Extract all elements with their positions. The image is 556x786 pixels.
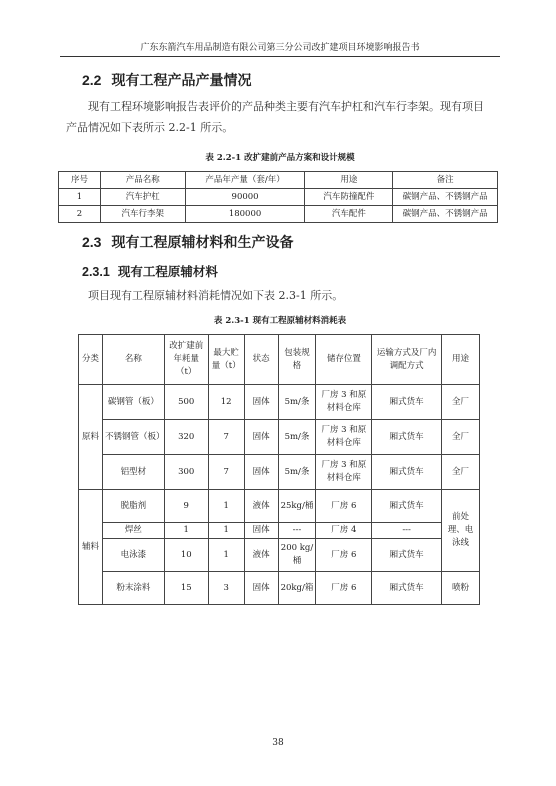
table-cell: 12 [208,385,244,420]
table-cell: 碳钢产品、不锈钢产品 [393,189,498,206]
table-cell: 汽车护杠 [100,189,185,206]
table-cell: 电泳漆 [102,539,164,572]
header-cell: 运输方式及厂内调配方式 [372,335,442,385]
table-row [79,523,480,539]
table-cell: 1 [59,189,101,206]
table-cell: --- [372,523,442,539]
table-cell: 厢式货车 [372,539,442,572]
table-cell: 喷粉 [442,572,480,605]
table-cell: 碳钢产品、不锈钢产品 [393,206,498,223]
product-table [58,171,498,223]
table-row [59,189,498,206]
table-cell: 1 [164,523,208,539]
section-number: 2.3.1 [82,265,110,279]
table-cell: 固体 [244,572,278,605]
table-row [79,385,480,420]
header-cell: 序号 [59,172,101,189]
table-cell: 5m/条 [278,455,316,490]
table-cell: 全厂 [442,455,480,490]
header-cell: 产品名称 [100,172,185,189]
table-cell: 9 [164,490,208,523]
page-header: 广东东箭汽车用品制造有限公司第三分公司改扩建项目环境影响报告书 [60,40,500,57]
merged-use-cell: 前处理、电泳线 [442,490,480,572]
table-cell: 固体 [244,420,278,455]
table-cell: 厢式货车 [372,572,442,605]
section-number: 2.2 [82,72,102,88]
table-cell: 320 [164,420,208,455]
section-heading-2-3 [82,232,293,252]
table-row [79,572,480,605]
table-cell: 汽车防撞配件 [305,189,393,206]
section-title: 现有工程产品产量情况 [111,73,252,89]
table-cell: 厢式货车 [372,455,442,490]
table-cell: 厂房 6 [316,539,372,572]
table-cell: 铝型材 [102,455,164,490]
table-cell: 15 [164,572,208,605]
paragraph-products: 现有工程环境影响报告表评价的产品种类主要有汽车护杠和汽车行李架。现有项目产品情况如下表所示 2.2-1 所示。 [66,100,484,134]
header-cell: 状态 [244,335,278,385]
table-cell: 300 [164,455,208,490]
table-cell: 全厂 [442,385,480,420]
table-cell: 7 [208,455,244,490]
table-2-3-1-caption: 表 2.3-1 现有工程原辅材料消耗表 [213,316,347,326]
table-cell: 25kg/桶 [278,490,316,523]
section-title: 现有工程原辅材料和生产设备 [111,235,294,251]
table-row [59,206,498,223]
table-cell: 碳钢管（板） [102,385,164,420]
header-cell: 分类 [79,335,103,385]
table-cell: 20kg/箱 [278,572,316,605]
table-cell: --- [278,523,316,539]
table-cell: 5m/条 [278,420,316,455]
table-cell: 固体 [244,523,278,539]
table-cell: 固体 [244,385,278,420]
header-cell: 最大贮量（t） [208,335,244,385]
materials-table [78,334,480,605]
table-header-row [59,172,498,189]
table-cell: 液体 [244,539,278,572]
table-row [79,490,480,523]
header-cell: 用途 [305,172,393,189]
table-cell: 汽车行李架 [100,206,185,223]
table-cell: 厂房 4 [316,523,372,539]
table-cell: 200 kg/桶 [278,539,316,572]
table-row [79,420,480,455]
table-2-2-1-caption: 表 2.2-1 改扩建前产品方案和设计规模 [205,153,355,163]
table-cell: 3 [208,572,244,605]
table-cell: 1 [208,539,244,572]
header-cell: 名称 [102,335,164,385]
table-cell: 厢式货车 [372,385,442,420]
section-heading-2-2 [82,70,251,90]
table-cell: 500 [164,385,208,420]
header-cell: 备注 [393,172,498,189]
table-cell: 180000 [185,206,305,223]
table-row [79,455,480,490]
table-cell: 全厂 [442,420,480,455]
table-cell: 粉末涂料 [102,572,164,605]
table-cell: 焊丝 [102,523,164,539]
header-cell: 产品年产量（套/年） [185,172,305,189]
table-cell: 脱脂剂 [102,490,164,523]
table-cell: 10 [164,539,208,572]
paragraph-materials: 项目现有工程原辅材料消耗情况如下表 2.3-1 所示。 [88,289,344,302]
table-cell: 厂房 6 [316,572,372,605]
table-cell: 5m/条 [278,385,316,420]
header-cell: 改扩建前年耗量（t） [164,335,208,385]
table-cell: 厂房 6 [316,490,372,523]
table-cell: 汽车配件 [305,206,393,223]
table-cell: 厂房 3 和原材料仓库 [316,455,372,490]
section-title: 现有工程原辅材料 [117,264,218,279]
header-cell: 包装规格 [278,335,316,385]
table-header-row [79,335,480,385]
section-heading-2-3-1 [82,262,218,280]
category-cell-raw: 原料 [79,385,103,490]
section-number: 2.3 [82,234,102,250]
table-cell: 90000 [185,189,305,206]
table-cell: 固体 [244,455,278,490]
category-cell-aux: 辅料 [79,490,103,605]
table-cell: 液体 [244,490,278,523]
table-cell: 不锈钢管（板） [102,420,164,455]
table-cell: 厂房 3 和原材料仓库 [316,420,372,455]
page-number: 38 [272,738,284,748]
table-cell: 2 [59,206,101,223]
table-cell: 1 [208,490,244,523]
table-cell: 厢式货车 [372,490,442,523]
table-cell: 厂房 3 和原材料仓库 [316,385,372,420]
header-cell: 储存位置 [316,335,372,385]
table-cell: 7 [208,420,244,455]
table-cell: 1 [208,523,244,539]
table-row [79,539,480,572]
header-cell: 用途 [442,335,480,385]
table-cell: 厢式货车 [372,420,442,455]
